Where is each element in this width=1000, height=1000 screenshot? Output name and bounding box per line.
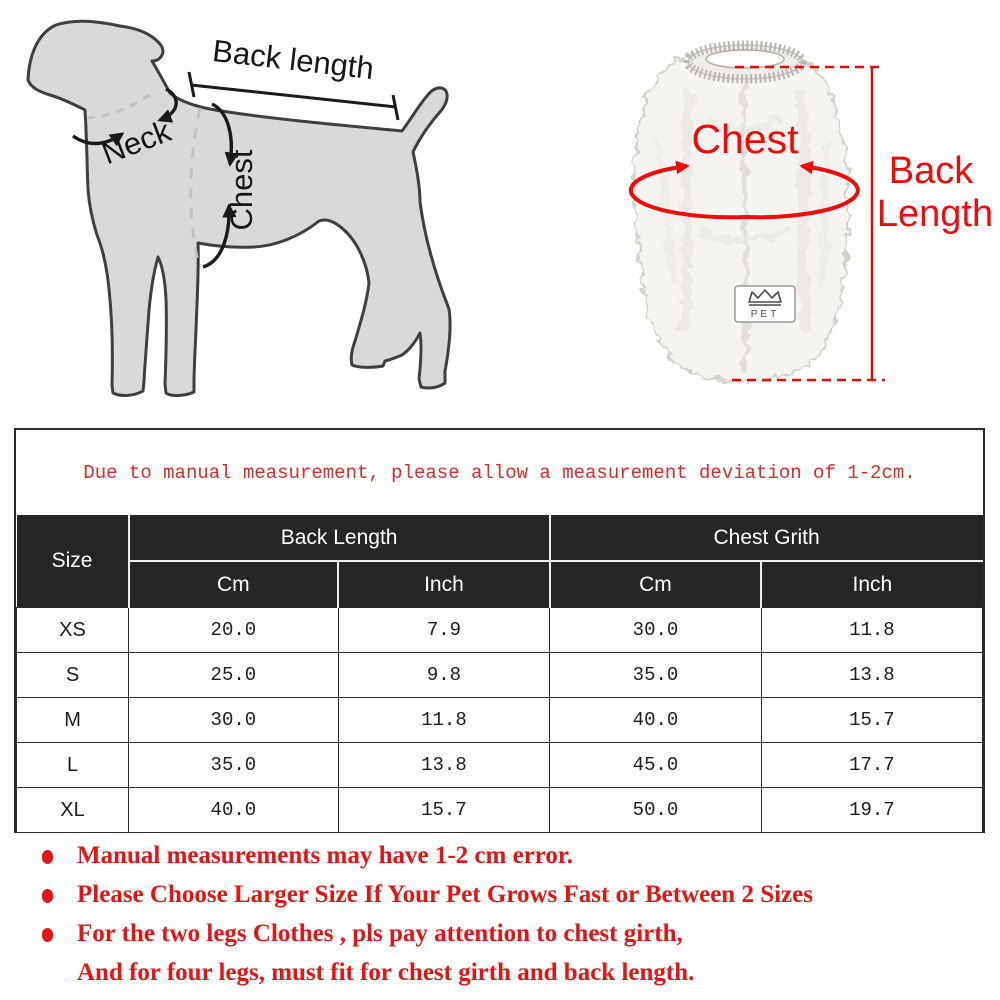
size-value: XL bbox=[17, 788, 129, 833]
size-value: XS bbox=[17, 608, 129, 653]
back-cm-value: 30.0 bbox=[129, 698, 339, 743]
back-cm-value: 40.0 bbox=[129, 788, 339, 833]
bullet-icon bbox=[42, 928, 53, 942]
neck-label: Neck bbox=[96, 113, 176, 172]
chest-inch-value: 17.7 bbox=[761, 743, 982, 788]
column-header-chest-girth: Chest Grith bbox=[550, 515, 983, 561]
chest-cm-value: 40.0 bbox=[550, 698, 762, 743]
column-header-inch: Inch bbox=[338, 561, 550, 608]
back-inch-value: 13.8 bbox=[338, 743, 550, 788]
back-inch-value: 11.8 bbox=[338, 698, 550, 743]
chest-label: Chest bbox=[224, 149, 259, 231]
vest-back-length-label: Length bbox=[876, 193, 994, 235]
footnotes bbox=[28, 842, 978, 998]
footnote-line bbox=[28, 881, 978, 909]
table-row bbox=[17, 698, 983, 743]
table-row bbox=[17, 653, 983, 698]
size-table bbox=[16, 515, 983, 833]
measurement-note bbox=[16, 430, 983, 515]
back-cm-value: 35.0 bbox=[129, 743, 339, 788]
column-header-cm: Cm bbox=[550, 561, 762, 608]
table-row bbox=[17, 743, 983, 788]
column-header-cm: Cm bbox=[129, 561, 339, 608]
footnote-line bbox=[28, 920, 978, 948]
measurement-note-text: Due to manual measurement, please allow a measurement deviation of 1-2cm. bbox=[83, 461, 916, 484]
table-header-row bbox=[17, 515, 983, 561]
chest-inch-value: 15.7 bbox=[761, 698, 982, 743]
chest-cm-value: 45.0 bbox=[550, 743, 762, 788]
footnote-text: Please Choose Larger Size If Your Pet Grows Fast or Between 2 Sizes bbox=[77, 881, 813, 908]
footnote-text: For the two legs Clothes , pls pay attention to chest girth, bbox=[77, 920, 683, 947]
table-row bbox=[17, 788, 983, 833]
chest-inch-value: 13.8 bbox=[761, 653, 982, 698]
back-cm-value: 25.0 bbox=[129, 653, 339, 698]
vest-measurement-diagram bbox=[580, 0, 1000, 420]
footnote-line bbox=[28, 959, 978, 987]
size-value: L bbox=[17, 743, 129, 788]
footnote-text: And for four legs, must fit for chest girth and back length. bbox=[77, 959, 695, 986]
vest-chest-label: Chest bbox=[691, 116, 799, 162]
back-length-label: Back length bbox=[210, 33, 376, 87]
table-row bbox=[17, 608, 983, 653]
column-header-back-length: Back Length bbox=[129, 515, 550, 561]
tag-text: PET bbox=[750, 309, 780, 320]
back-inch-value: 7.9 bbox=[338, 608, 550, 653]
chest-cm-value: 50.0 bbox=[550, 788, 762, 833]
vest-collar bbox=[688, 45, 802, 79]
bullet-icon bbox=[42, 889, 53, 903]
footnote-line bbox=[28, 842, 978, 870]
back-cm-value: 20.0 bbox=[129, 608, 339, 653]
chest-inch-value: 19.7 bbox=[761, 788, 982, 833]
bullet-icon bbox=[42, 850, 53, 864]
vest-brand-tag bbox=[735, 286, 795, 322]
size-value: M bbox=[17, 698, 129, 743]
footnote-text: Manual measurements may have 1-2 cm error. bbox=[77, 842, 573, 869]
back-inch-value: 15.7 bbox=[338, 788, 550, 833]
vest-back-length-label: Back bbox=[888, 150, 974, 192]
column-header-inch: Inch bbox=[761, 561, 982, 608]
chest-inch-value: 11.8 bbox=[761, 608, 982, 653]
chest-cm-value: 35.0 bbox=[550, 653, 762, 698]
size-table-block bbox=[14, 428, 985, 833]
chest-cm-value: 30.0 bbox=[550, 608, 762, 653]
table-subheader-row bbox=[17, 561, 983, 608]
back-inch-value: 9.8 bbox=[338, 653, 550, 698]
column-header-size: Size bbox=[17, 515, 129, 608]
dog-measurement-diagram bbox=[0, 0, 510, 420]
size-value: S bbox=[17, 653, 129, 698]
